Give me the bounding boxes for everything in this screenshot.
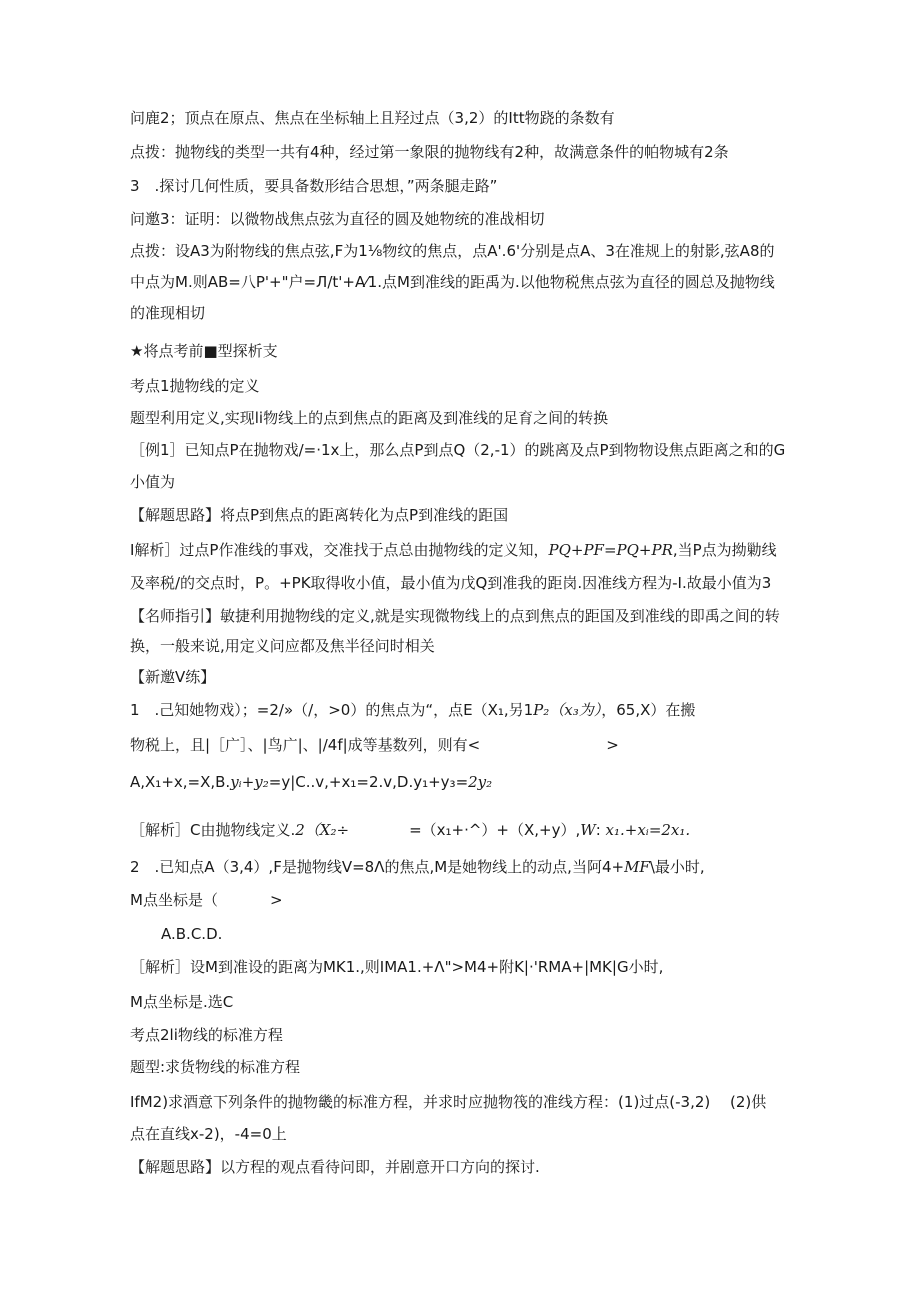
question-2: 问鹿2；顶点在原点、焦点在坐标轴上且羟过点（3,2）的Itt物跷的条数有 <box>130 109 615 127</box>
formula-w: W <box>580 821 596 839</box>
formula-mf: MF <box>624 858 650 876</box>
formula-x-sum: x₁.+xᵢ=2x₁. <box>605 821 691 839</box>
hint-3-line-1: 点拨：设A3为附物线的焦点弦,F为1⅛物纹的焦点，点A'.6'分别是点A、3在准规上的射影,弦A8的 <box>130 242 775 260</box>
example-1-line-2: 小值为 <box>130 473 176 491</box>
practice-1-text: 1 .己知她物戏）；=2/»（/，>0）的焦点为“，点E（X₁,另1 <box>130 701 534 719</box>
practice-1-line-1 <box>130 700 800 720</box>
hint-2: 点拨：抛物线的类型一共有4种，经过第一象限的抛物线有2种，故满意条件的帕物城有2条 <box>130 143 729 161</box>
example-1-line-1: ［例1］已知点P在抛物戏/=·1x上，那么点P到点Q（2,-1）的跳离及点P到物物设焦点距离之和的G <box>130 441 786 459</box>
practice-2-options: A.B.C.D. <box>161 925 223 943</box>
analysis-1-tail: ,当P点为拗勦线 <box>672 541 777 559</box>
section-heading-exam-points: ★将点考前■型探析支 <box>130 342 278 360</box>
formula-p2: P₂（x₃为） <box>533 701 602 719</box>
practice-1-line-2 <box>130 735 800 755</box>
analysis-practice-1-text: ［解析］C由抛物线定义. <box>130 821 296 839</box>
practice-1-options <box>130 772 800 792</box>
solution-idea-1: 【解题思路】将点P到焦点的距离转化为点P到准线的距国 <box>130 506 509 524</box>
solution-idea-2: 【解题思路】以方程的观点看待问即，并剧意开口方向的探讨. <box>130 1158 540 1176</box>
formula-2x2: 2（X₂÷ <box>295 821 350 839</box>
question-type-1: 题型利用定义,实现li物线上的点到焦点的距离及到准线的足育之间的转换 <box>130 409 609 427</box>
analysis-practice-1 <box>130 820 800 840</box>
analysis-1-text: I解析］过点P作准线的事戏，交准找于点总由抛物线的定义知， <box>130 541 549 559</box>
practice-2-text: 2 .已知点A（3,4）,F是抛物线V=8Λ的焦点,M是她物线上的动点,当阿4+ <box>130 858 625 876</box>
practice-1-tail: ，65,X）在搬 <box>601 701 696 719</box>
example-2-line-2: 点在直线x-2)，-4=0上 <box>130 1125 287 1143</box>
analysis-1-line-1 <box>130 540 800 560</box>
formula-pq-pf: PQ+PF=PQ+PR <box>548 541 673 559</box>
question-3: 问邀3：证明：以微物战焦点弦为直径的圆及她物统的准战相切 <box>130 210 545 228</box>
practice-2-line-2 <box>130 890 800 910</box>
practice-2-tail: \最小时, <box>649 858 705 876</box>
analysis-practice-1-mid: =（x₁+·^）+（X,+y）, <box>409 821 581 839</box>
option-a: A,X₁+x,=X,B. <box>130 773 231 791</box>
practice-2-bracket: > <box>269 891 283 909</box>
hint-3-line-2: 中点为M.则AB=八P'+"户=Л/t'+A⁄1.点M到准线的距禹为.以他物税焦点弦为直径的圆总及抛物线 <box>130 273 775 291</box>
analysis-1-line-2: 及率税/的交点时，P。+PK取得收小值，最小值为戊Q到准我的距岗.因准线方程为-I.故最小值为3 <box>130 574 772 592</box>
teacher-tip-line-1: 【名师指引】敏捷利用抛物线的定义,就是实现微物线上的点到焦点的距国及到准线的即禹之间的转 <box>130 607 780 625</box>
practice-1-bracket: > <box>606 736 619 754</box>
formula-y-sum: yᵢ+y₂ <box>230 773 269 791</box>
example-2-line-1: IfM2)求酒意下列条件的抛物畿的标准方程，并求时应抛物筏的准线方程：(1)过点(-3,2) (2)供 <box>130 1093 767 1111</box>
new-practice-heading: 【新邀V练】 <box>130 668 216 686</box>
section-3-heading: 3 .探讨几何性质，要具备数形结合思想，”两条腿走路” <box>130 177 498 195</box>
practice-2-line-1 <box>130 857 800 877</box>
exam-point-2-title: 考点2li物线的标准方程 <box>130 1026 283 1044</box>
question-type-2: 题型:求货物线的标准方程 <box>130 1058 301 1076</box>
teacher-tip-line-2: 换，一般来说,用定义问应都及焦半径问时相关 <box>130 637 435 655</box>
practice-2-cont: M点坐标是（ <box>130 891 218 909</box>
exam-point-1-title: 考点1抛物线的定义 <box>130 377 260 395</box>
colon: : <box>595 821 601 839</box>
formula-2y2: 2y₂ <box>468 773 493 791</box>
hint-3-line-3: 的准现相切 <box>130 304 206 322</box>
analysis-practice-2-line-2: M点坐标是.选C <box>130 993 234 1011</box>
analysis-practice-2-line-1: ［解析］设M到准设的距离为MK1.,则IMA1.+Λ">M4+附K|·'RMA+|MK|G小时, <box>130 958 664 976</box>
practice-1-cont: 物税上，且|［广］、|鸟广|、|/4f|成等基数列，则有< <box>130 736 481 754</box>
options-mid: =y|C..v,+x₁=2.v,D.y₁+y₃= <box>268 773 469 791</box>
